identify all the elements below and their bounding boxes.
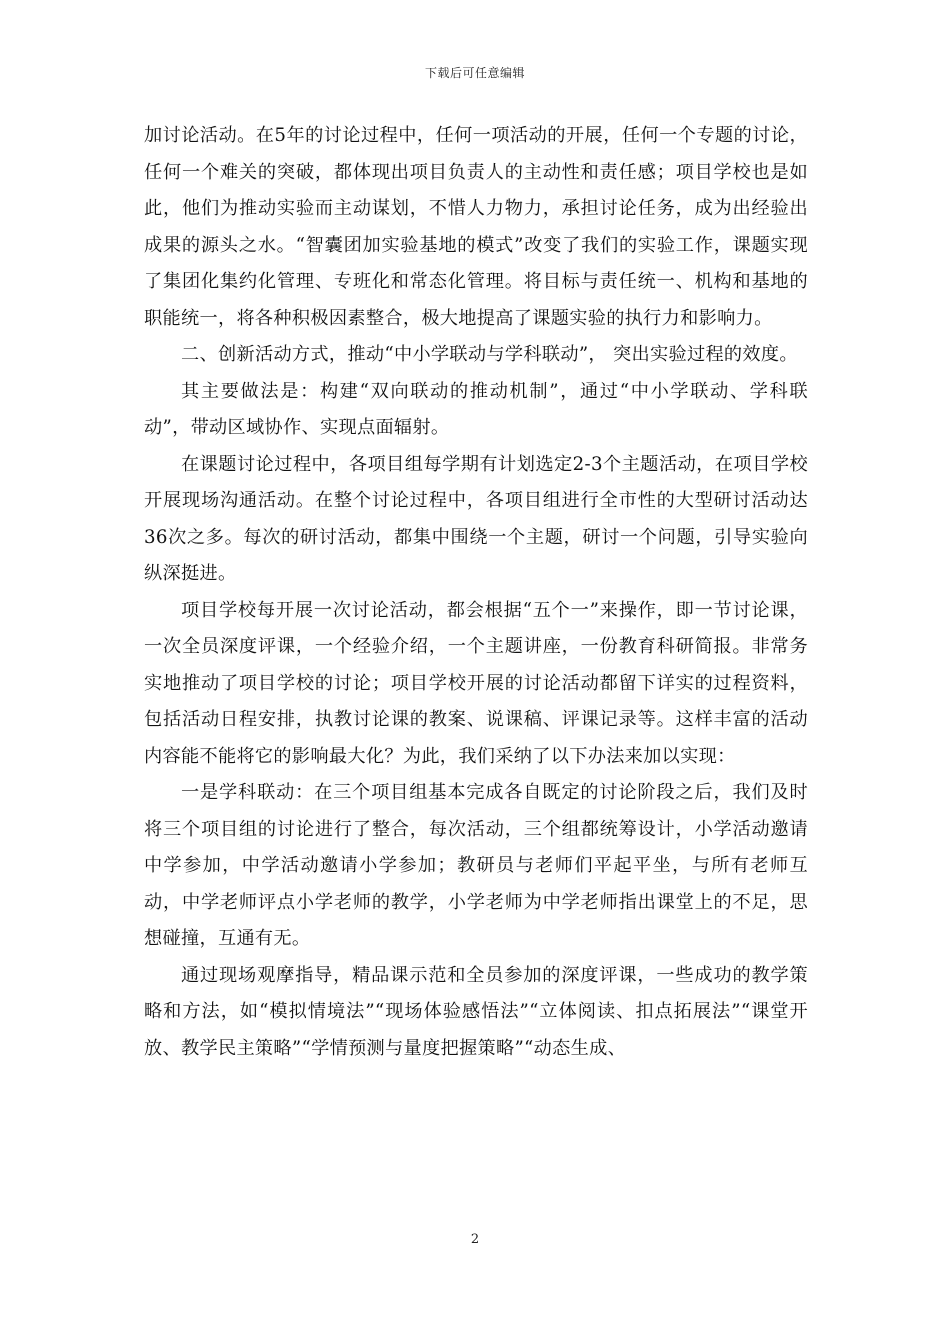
page-header: 下载后可任意编辑 (424, 66, 525, 80)
paragraph: 通过现场观摩指导，精品课示范和全员参加的深度评课，一些成功的教学策略和方法，如“模拟情境法”“现场体验感悟法”“立体阅读、扣点拓展法”“课堂开放、教学民主策略”“学情预测与量度把握策略”“动态生成、 (144, 964, 808, 1059)
paragraph: 项目学校每开展一次讨论活动，都会根据“五个一”来操作，即一节讨论课，一次全员深度评课，一个经验介绍，一个主题讲座，一份教育科研简报。非常务实地推动了项目学校的讨论；项目学校开展的讨论活动都留下详实的过程资料，包括活动日程安排，执教讨论课的教案、说课稿、评课记录等。这样丰富的活动内容能不能将它的影响最大化？为此，我们采纳了以下办法来加以实现： (144, 599, 808, 767)
paragraph-continuation: 加讨论活动。在5年的讨论过程中，任何一项活动的开展，任何一个专题的讨论，任何一个难关的突破，都体现出项目负责人的主动性和责任感；项目学校也是如此，他们为推动实验而主动谋划，不惜人力物力，承担讨论任务，成为出经验出成果的源头之水。“智囊团加实验基地的模式”改变了我们的实验工作，课题实现了集团化集约化管理、专班化和常态化管理。将目标与责任统一、机构和基地的职能统一，将各种积极因素整合，极大地提高了课题实验的执行力和影响力。 (144, 125, 808, 329)
paragraph: 一是学科联动：在三个项目组基本完成各自既定的讨论阶段之后，我们及时将三个项目组的讨论进行了整合，每次活动，三个组都统筹设计，小学活动邀请中学参加，中学活动邀请小学参加；教研员与老师们平起平坐，与所有老师互动，中学老师评点小学老师的教学，小学老师为中学老师指出课堂上的不足，思想碰撞，互通有无。 (144, 782, 808, 949)
document-body (144, 118, 808, 1067)
page-number: 2 (470, 1232, 480, 1247)
paragraph: 其主要做法是：构建“双向联动的推动机制”，通过“中小学联动、学科联动”，带动区域协作、实现点面辐射。 (144, 380, 808, 438)
section-heading-paragraph: 二、创新活动方式，推动“中小学联动与学科联动”， 突出实验过程的效度。 (181, 344, 798, 365)
paragraph: 在课题讨论过程中，各项目组每学期有计划选定2-3个主题活动，在项目学校开展现场沟通活动。在整个讨论过程中，各项目组进行全市性的大型研讨活动达36次之多。每次的研讨活动，都集中围绕一个主题，研讨一个问题，引导实验向纵深挺进。 (144, 453, 808, 584)
